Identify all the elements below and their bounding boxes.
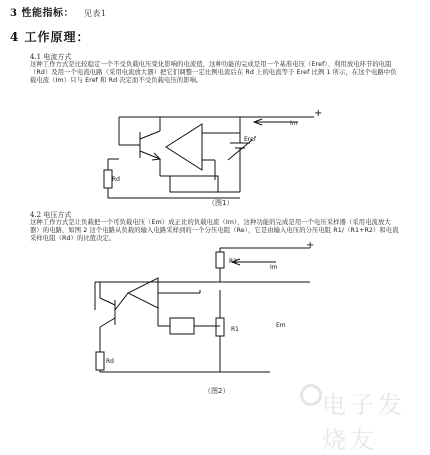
fig2-em-label: Em: [276, 322, 286, 329]
watermark-logo-icon: [300, 384, 322, 406]
subsection-4-2-title: 4.2 电压方式: [30, 211, 72, 219]
subsection-4-2-paragraph: 这种工作方式是让负载把一个可负载电压（Em）成正比的负载电流（Im），这种功能的完成是用一个电压采样器（采用电流放大器）的电路，如图 2 这个电路从负载的输入电路采样到的一个分压电阻（Re），它是由输入电压的分压电阻 R1/（R1+R2）和电流采样电阻（Rd）的比值决定。: [30, 219, 399, 243]
section-3-value: 见表1: [83, 9, 107, 18]
fig2-im-label: Im: [270, 264, 278, 271]
fig2-r2-label: R2: [229, 258, 237, 265]
subsection-4-1-paragraph: 这种工作方式是比较稳定一个不受负载电压变化影响的电流值，这种功能的完成是用一个基准电压（Eref）、利用放电环节的电阻（Rd）及用一个电流电路（采用电流放大器）把它们调整一定比例电流后在 Rd 上的电流等于 Eref 比例 1 所示，在这个电路中负载电流（Im）只与 Eref 和 Rd 决定而不受负载电压的影响。: [30, 61, 397, 85]
fig1-plus-terminal: +: [314, 108, 323, 119]
section-4-heading: 4 工作原理：: [10, 30, 90, 44]
figure-2-caption: （图2）: [204, 387, 230, 395]
fig1-im-label: Im: [290, 120, 298, 127]
fig2-r1-label: R1: [231, 326, 239, 333]
fig1-rd-label: Rd: [112, 176, 120, 183]
fig2-rd-label: Rd: [106, 358, 114, 365]
figure-1-caption: （图1）: [208, 199, 234, 207]
fig1-eref-label: Eref: [244, 136, 256, 143]
section-3-title: 3 性能指标：: [10, 8, 74, 19]
subsection-4-1-title: 4.1 电流方式: [30, 53, 72, 61]
watermark: 电子发烧友: [322, 391, 406, 454]
fig2-plus-terminal: +: [306, 240, 315, 251]
